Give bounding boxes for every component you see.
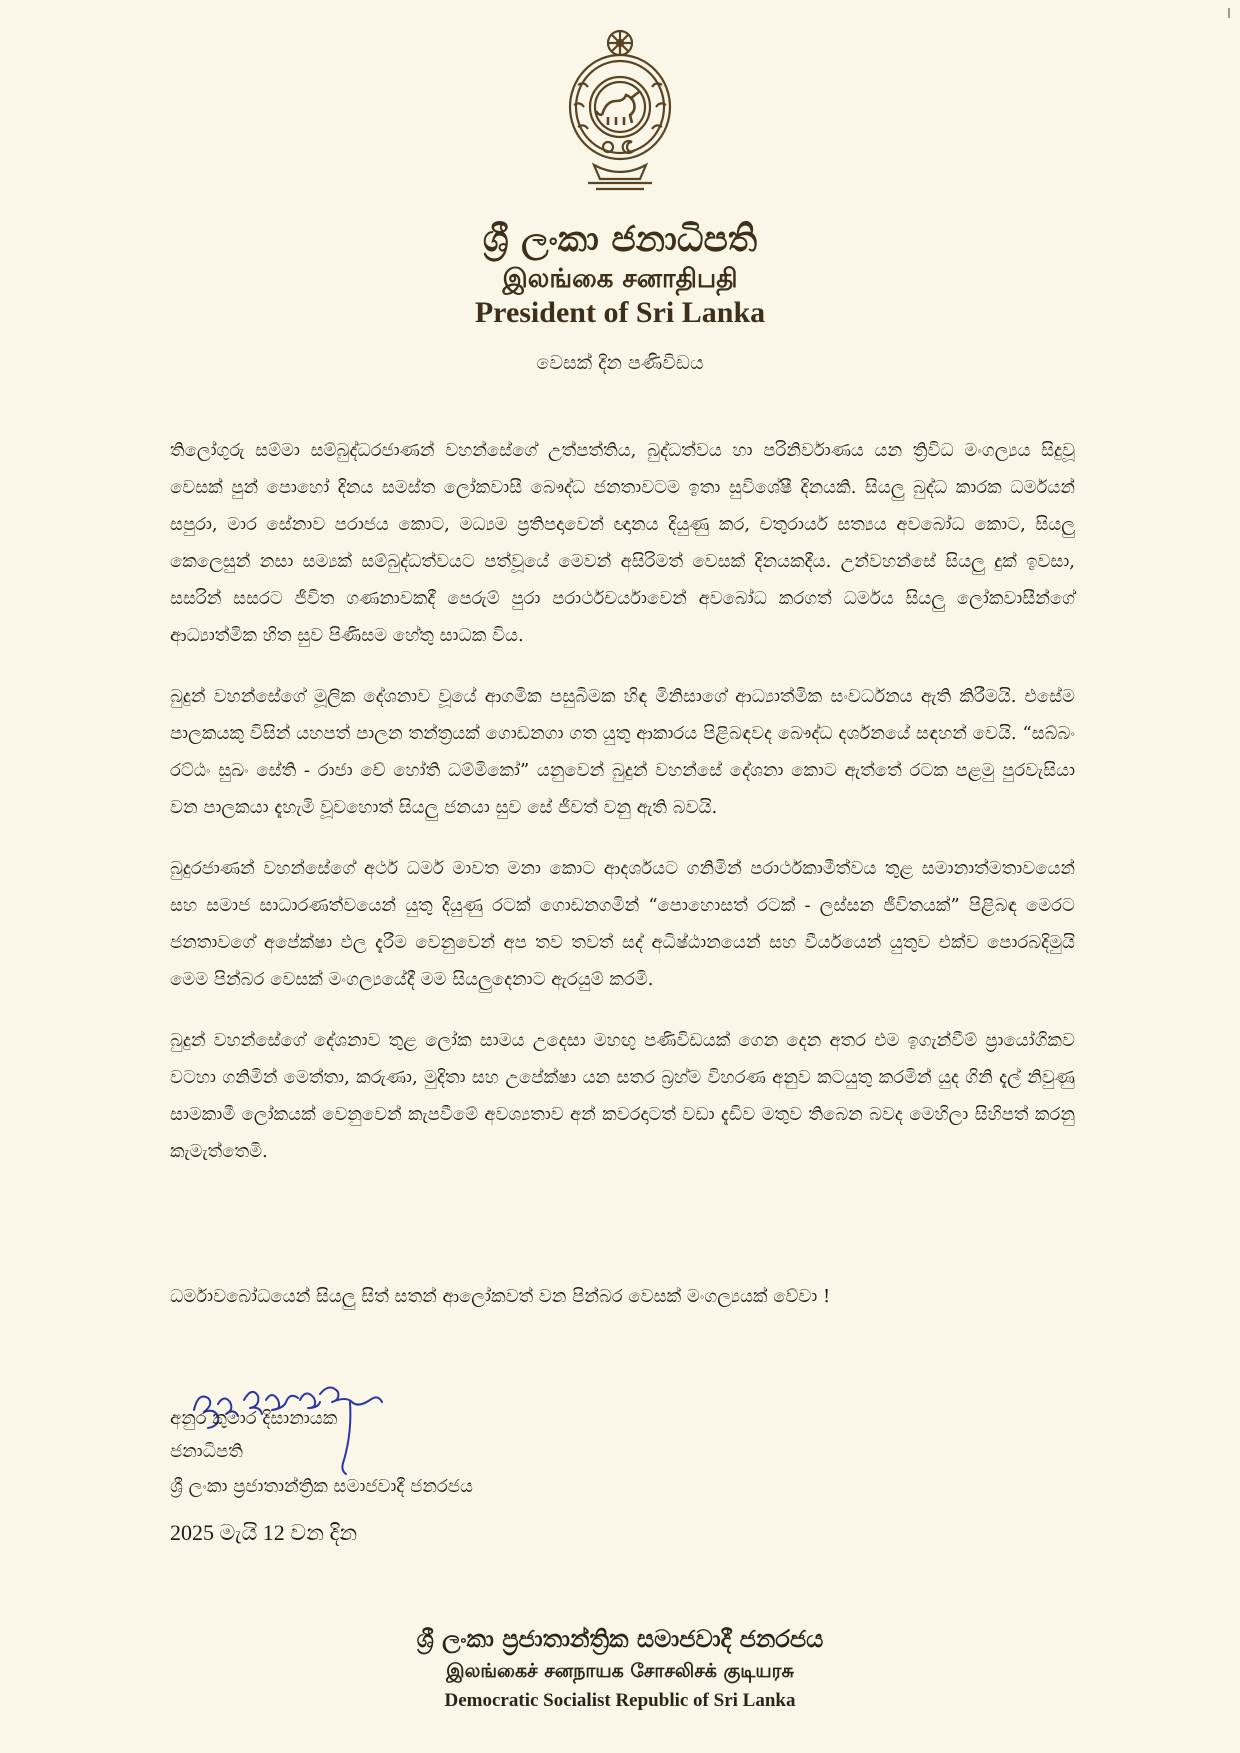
signer-name: අනුර කුමාර දිසානායක (170, 1408, 338, 1429)
letter-body (170, 432, 1075, 1194)
footer-republic-english: Democratic Socialist Republic of Sri Lanka (444, 1690, 796, 1711)
title-english: President of Sri Lanka (474, 296, 766, 329)
paragraph-2: බුදුන් වහන්සේගේ මූලික දේශනාව වූයේ ආගමික පසුබිමක හිඳ මිනිසාගේ ආධ්‍යාත්මික සංවර්ධනය ඇති කිරීමයි. එසේම පාලකයකු විසින් යහපත් පාලන තන්ත්‍රයක් ගොඩනගා ගත යුතු ආකාරය පිළිබඳවද බෞද්ධ දර්ශනයේ සඳහන් වෙයි. “සබ්බං රට්ඨං සුඛං සේති - රාජා චේ හෝති ධම්මිකෝ” යනුවෙන් බුදුන් වහන්සේ දේශනා කොට ඇත්තේ රටක පළමු පුරවැසියා වන පාලකයා දැහැමි වූවහොත් සියලු ජනයා සුව සේ ජීවත් වනු ඇති බවයි. (170, 686, 1075, 818)
paragraph-3: බුදුරජාණන් වහන්සේගේ අර්ථ ධර්ම මාවත මනා කොට ආදර්ශයට ගනිමින් පරාර්ථකාමීත්වය තුළ සමානාත්මතාවයෙන් සහ සමාජ සාධාරණත්වයෙන් යුතු දියුණු රටක් ගොඩනගමින් “පොහොසත් රටක් - ලස්සන ජීවිතයක්” පිළිබඳ මෙරට ජනතාවගේ අපේක්ෂා ඵල දැරීම වෙනුවෙන් අප තව තවත් සද් අධිෂ්ඨානයෙන් සහ වීර්යයෙන් යුතුව එක්ව පොරබදිමුයි මෙම පින්බර වෙසක් මංගල්‍යයේදී මම සියලුදෙනාට ඇරයුම් කරමි. (170, 858, 1075, 990)
letter-date: 2025 මැයි 12 වන දින (170, 1520, 358, 1545)
document-heading: වෙසක් දින පණිවිඩය (536, 352, 704, 374)
closing-wish: ධර්මාවබෝධයෙන් සියලු සිත් සතන් ආලෝකවත් වන පින්බර වෙසක් මංගල්‍යයක් වේවා ! (170, 1286, 831, 1307)
footer-republic-tamil: இலங்கைச் சனநாயக சோசலிசக் குடியரசு (446, 1660, 794, 1682)
signer-organization: ශ්‍රී ලංකා ප්‍රජාතාන්ත්‍රික සමාජවාදී ජනරජය (170, 1476, 473, 1497)
sri-lanka-emblem-icon (560, 25, 680, 195)
footer-republic-sinhala: ශ්‍රී ලංකා ප්‍රජාතාන්ත්‍රික සමාජවාදී ජනරජය (416, 1624, 824, 1653)
signer-title: ජනාධිපති (170, 1441, 243, 1462)
paper-speck (1228, 8, 1230, 18)
title-tamil: இலங்கை சனாதிபதி (502, 264, 738, 294)
paragraph-1: තිලෝගුරු සම්මා සම්බුද්ධරජාණන් වහන්සේගේ උත්පත්තිය, බුද්ධත්වය හා පරිනිර්වාණය යන ත්‍රිවිධ මංගල්‍යය සිදුවූ වෙසක් පුන් පොහෝ දිනය සමස්ත ලෝකවාසී බෞද්ධ ජනතාවටම ඉතා සුවිශේෂී දිනයකි. සියලු බුද්ධ කාරක ධර්මයන් සපුරා, මාර සේනාව පරාජය කොට, මධ්‍යම ප්‍රතිපදාවෙන් ඥානය දියුණු කර, චතුරාර්ය සත්‍යය අවබෝධ කොට, සියලු කෙලෙසුන් නසා සම්‍යක් සම්බුද්ධත්වයට පත්වූයේ මෙවන් අසිරිමත් වෙසක් දිනයකදීය. උන්වහන්සේ සියලු දුක් ඉවසා, සසරින් සසරට ජීවිත ගණනාවකදී පෙරුම් පුරා පරාර්ථචර්යාවෙන් අවබෝධ කරගත් ධර්මය සියලු ලෝකවාසීන්ගේ ආධ්‍යාත්මික හිත සුව පිණිසම හේතු සාධක විය. (170, 440, 1075, 646)
title-sinhala: ශ්‍රී ලංකා ජනාධිපති (482, 218, 758, 260)
paragraph-4: බුදුන් වහන්සේගේ දේශනාව තුළ ලෝක සාමය උදෙසා මහඟු පණිවිඩයක් ගෙන දෙන අතර එම ඉගැන්වීම් ප්‍රායෝගිකව වටහා ගනිමින් මෙත්තා, කරුණා, මුදිතා සහ උපේක්ෂා යන සතර බ්‍රහ්ම විහරණ අනුව කටයුතු කරමින් යුද ගිනි දැල් නිවුණු සාමකාමී ලෝකයක් වෙනුවෙන් කැපවීමේ අවශ්‍යතාව අන් කවරදාටත් වඩා දැඩිව මතුව තිබෙන බවද මෙහිලා සිහිපත් කරනු කැමැත්තෙමි. (170, 1030, 1075, 1162)
